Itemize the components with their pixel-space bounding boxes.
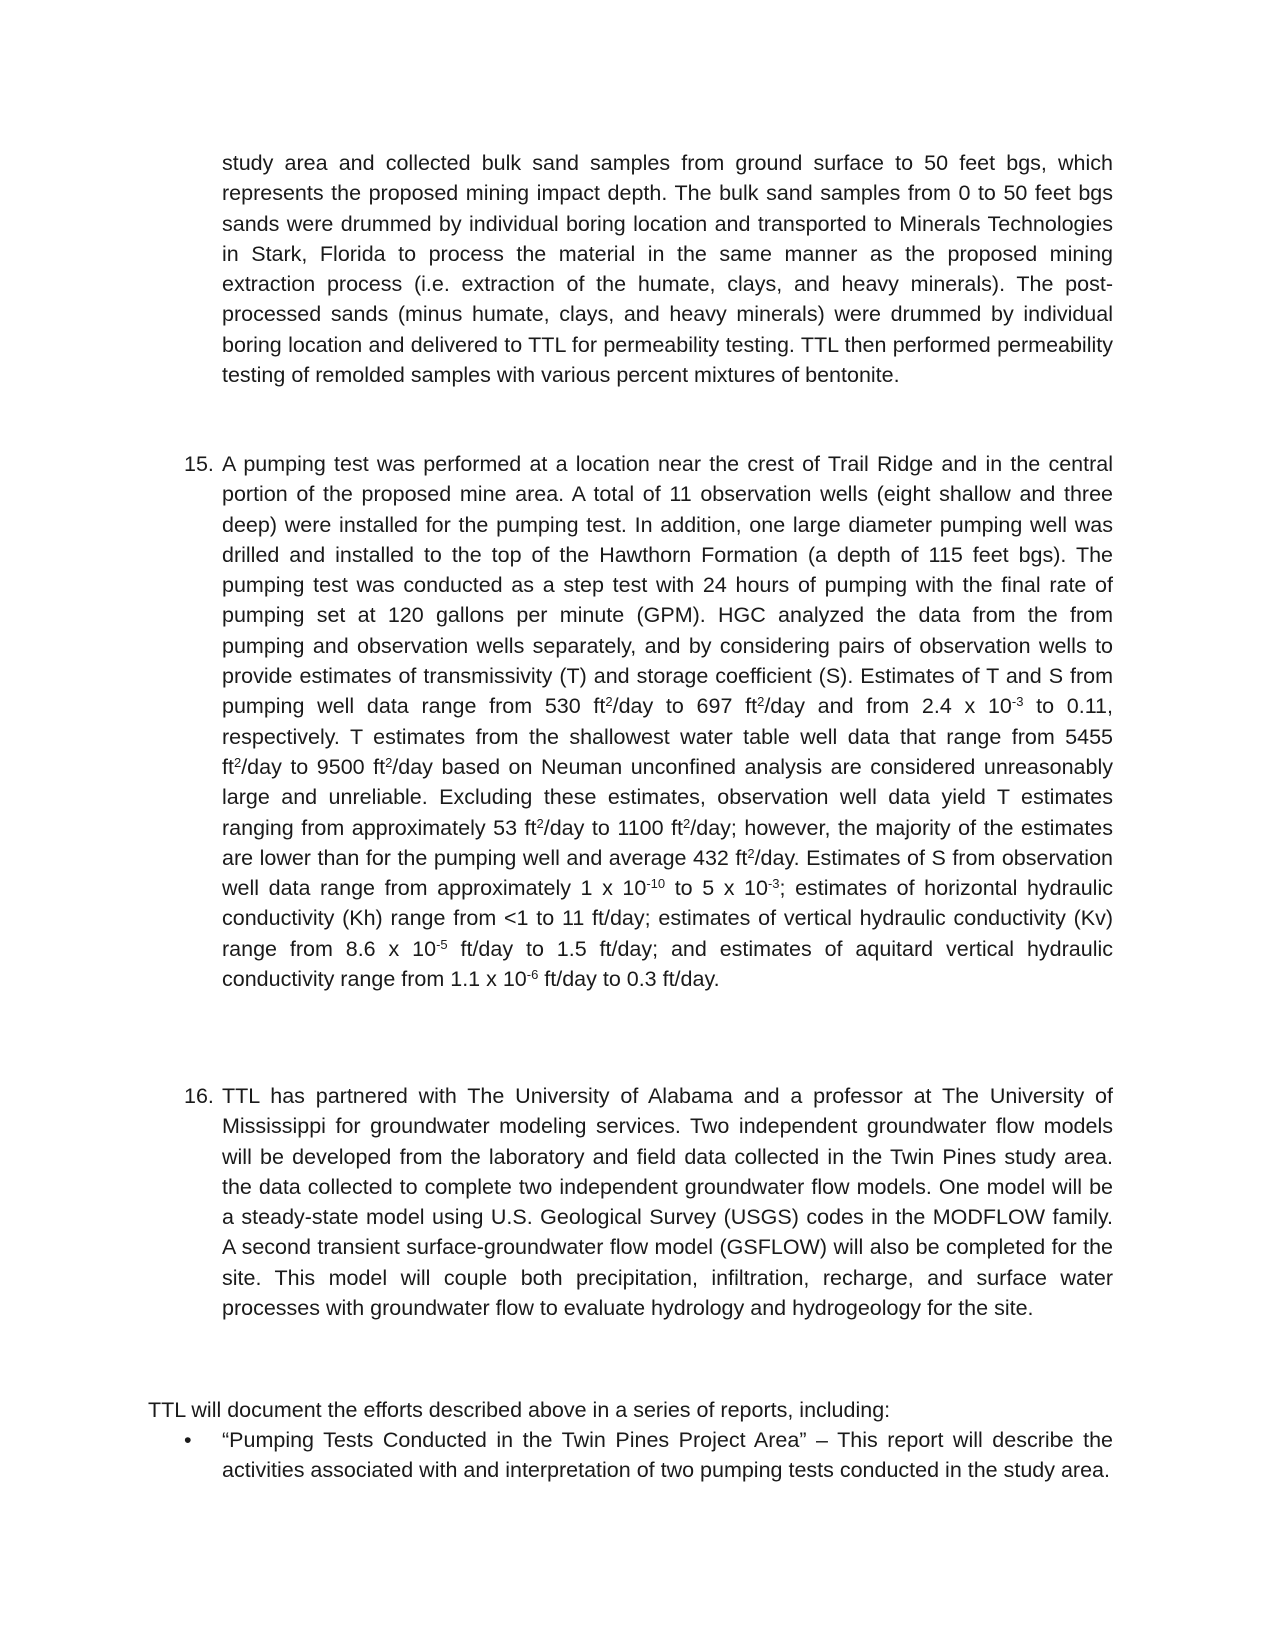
superscript: -3: [1011, 694, 1024, 710]
text-run: to 0.11, respectively. T estimates from the shallowest water table well data that range from 5455 ft: [222, 694, 1113, 779]
report-bullet-item: “Pumping Tests Conducted in the Twin Pines Project Area” – This report will describe the activities associated with and interpretation of two pumping tests conducted in the study area.: [222, 1428, 1113, 1483]
continuation-paragraph: study area and collected bulk sand samples from ground surface to 50 feet bgs, which represents the proposed mining impact depth. The bulk sand samples from 0 to 50 feet bgs sands were drummed by individual boring location and transported to Minerals Technologies in Stark, Florida to process the material in the same manner as the proposed mining extraction process (i.e. extraction of the humate, clays, and heavy minerals). The post-processed sands (minus humate, clays, and heavy minerals) were drummed by individual boring location and delivered to TTL for permeability testing. TTL then performed permeability testing of remolded samples with various percent mixtures of bentonite.: [222, 151, 1113, 388]
text-run: ft/day to 0.3 ft/day.: [538, 967, 720, 992]
text-run: /day; however, the majority of the estimates are lower than for the pumping well and average 432 ft: [222, 815, 1113, 870]
text-run: ft/day to 1.5 ft/day; and estimates of aquitard vertical hydraulic conductivity range from 1.1 x 10: [222, 936, 1114, 992]
text-run: /day to 697 ft: [612, 694, 758, 719]
text-run: /day and from 2.4 x 10: [764, 694, 1012, 719]
item-15-paragraph: [222, 449, 1113, 994]
item-15-number: 15.: [184, 452, 214, 476]
text-run: /day to 1100 ft: [543, 815, 684, 840]
superscript: 2: [757, 694, 765, 710]
superscript: 2: [233, 754, 242, 770]
superscript: -5: [436, 936, 448, 952]
superscript: 2: [385, 754, 393, 770]
text-run: A pumping test was performed at a location near the crest of Trail Ridge and in the central portion of the proposed mine area. A total of 11 observation wells (eight shallow and three deep) were installed for the pumping test. In addition, one large diameter pumping well was drilled and installed to the top of the Hawthorn Formation (a depth of 115 feet bgs). The pumping test was conducted as a step test with 24 hours of pumping with the final rate of pumping set at 120 gallons per minute (GPM). HGC analyzed the data from the from pumping and observation wells separately, and by considering pairs of observation wells to provide estimates of transmissivity (T) and storage coefficient (S). Estimates of T and S from pumping well data range from 530 ft: [222, 452, 1113, 719]
text-run: /day to 9500 ft: [241, 754, 386, 779]
superscript: -3: [767, 876, 780, 892]
superscript: 2: [536, 815, 544, 831]
superscript: 2: [683, 815, 691, 831]
bullet-icon: •: [184, 1428, 192, 1452]
superscript: 2: [605, 694, 613, 710]
superscript: -10: [646, 876, 666, 892]
reports-intro: TTL will document the efforts described above in a series of reports, including:: [148, 1398, 891, 1422]
text-run: /day. Estimates of S from observation well data range from approximately 1 x 10: [222, 845, 1113, 901]
superscript: -6: [526, 967, 539, 983]
item-16-paragraph: TTL has partnered with The University of Alabama and a professor at The University of Mississippi for groundwater modeling services. Two independent groundwater flow models will be developed from the laboratory and field data collected in the Twin Pines study area. the data collected to complete two independent groundwater flow models. One model will be a steady-state model using U.S. Geological Survey (USGS) codes in the MODFLOW family. A second transient surface-groundwater flow model (GSFLOW) will also be completed for the site. This model will couple both precipitation, infiltration, recharge, and surface water processes with groundwater flow to evaluate hydrology and hydrogeology for the site.: [222, 1084, 1113, 1321]
text-run: to 5 x 10: [665, 876, 768, 901]
superscript: 2: [747, 845, 755, 861]
text-run: /day based on Neuman unconfined analysis are considered unreasonably large and unreliable. Excluding these estimates, observation well data yield T estimates ranging from approximately 53 ft: [222, 754, 1113, 840]
item-16-number: 16.: [184, 1084, 214, 1108]
text-run: ; estimates of horizontal hydraulic conductivity (Kh) range from <1 to 11 ft/day; estimates of vertical hydraulic conductivity (Kv) range from 8.6 x 10: [222, 876, 1113, 961]
